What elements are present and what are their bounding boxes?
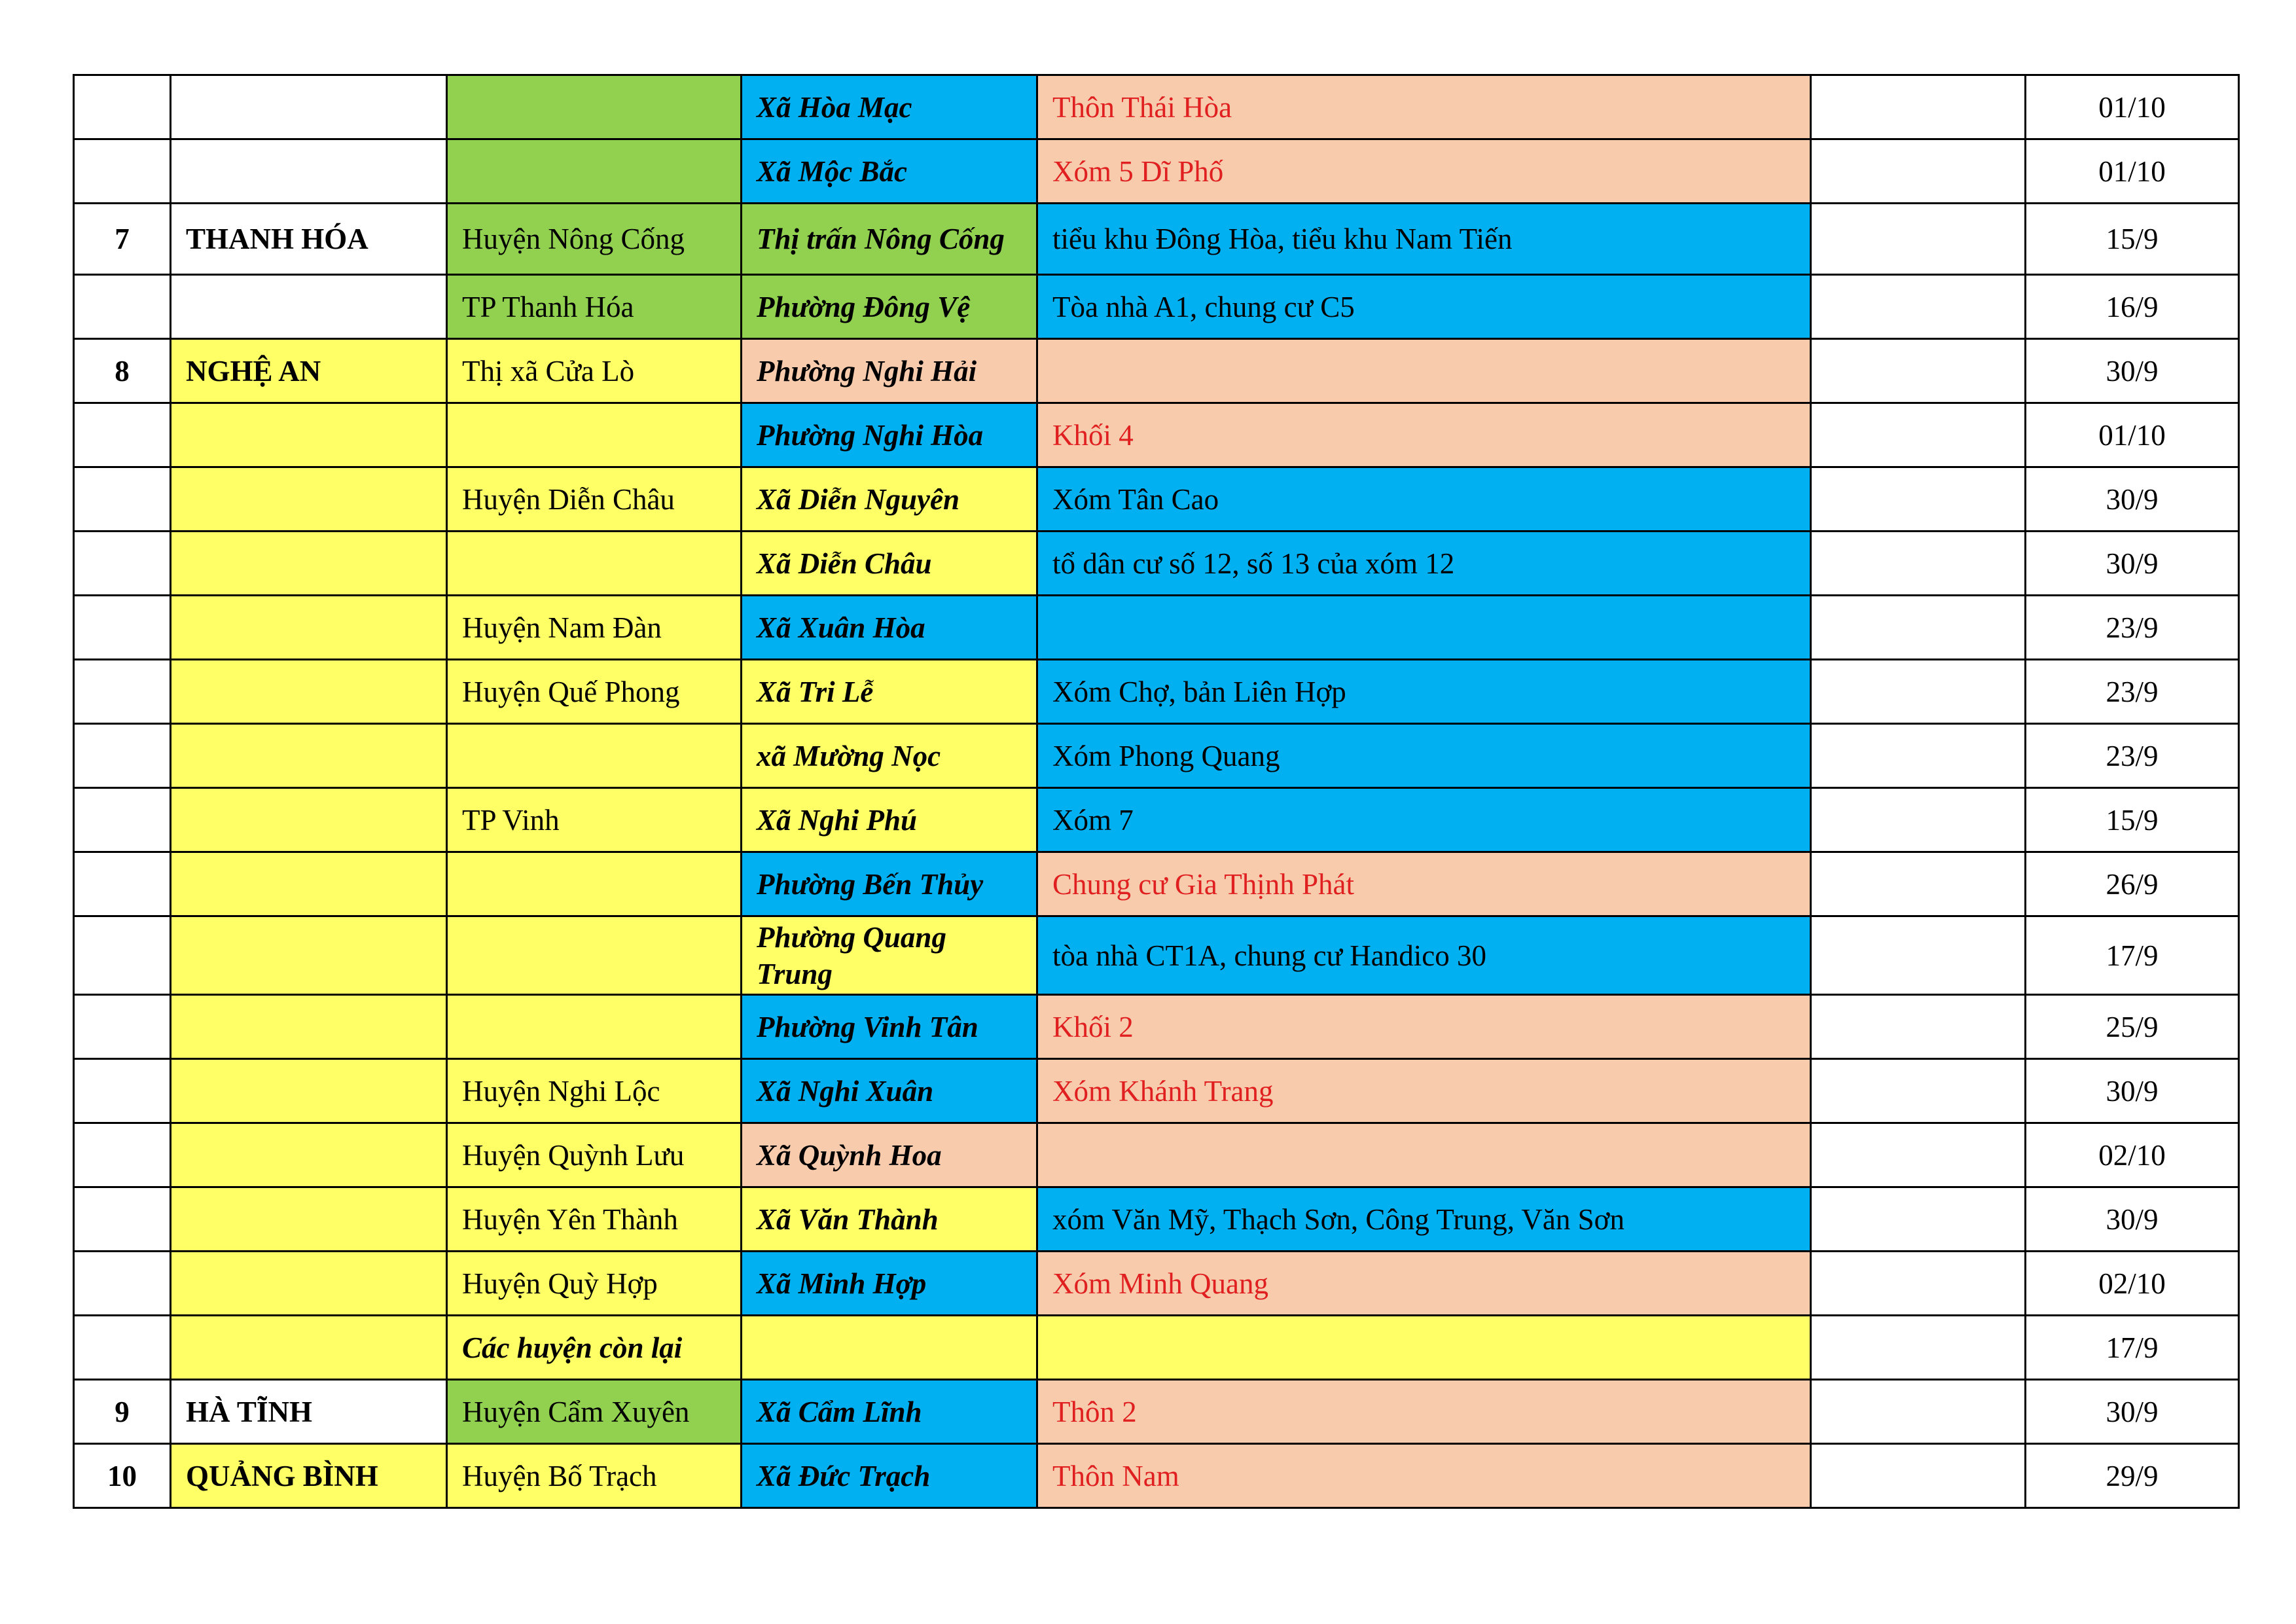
date-cell: 30/9 [2026, 1059, 2239, 1123]
area-cell: Xóm Phong Quang [1037, 724, 1811, 788]
district-cell [447, 139, 742, 204]
area-cell: Xóm Chợ, bản Liên Hợp [1037, 660, 1811, 724]
table-row [74, 75, 2239, 139]
date-cell: 15/9 [2026, 204, 2239, 275]
date-cell: 02/10 [2026, 1123, 2239, 1187]
table-row [74, 275, 2239, 339]
district-cell [447, 403, 742, 467]
province-cell [171, 1187, 447, 1252]
note-cell [1811, 1316, 2026, 1380]
date-cell: 17/9 [2026, 916, 2239, 995]
province-cell [171, 660, 447, 724]
commune-cell: Xã Hòa Mạc [742, 75, 1037, 139]
stt-cell [74, 1059, 171, 1123]
stt-cell [74, 788, 171, 852]
date-cell: 25/9 [2026, 995, 2239, 1059]
area-cell: Tòa nhà A1, chung cư C5 [1037, 275, 1811, 339]
area-cell: Xóm Minh Quang [1037, 1252, 1811, 1316]
date-cell: 30/9 [2026, 532, 2239, 596]
table-row [74, 1444, 2239, 1508]
area-cell [1037, 1316, 1811, 1380]
table-row [74, 1187, 2239, 1252]
note-cell [1811, 1252, 2026, 1316]
table-row [74, 724, 2239, 788]
province-cell [171, 788, 447, 852]
table-row [74, 204, 2239, 275]
district-cell: Huyện Nam Đàn [447, 596, 742, 660]
outbreak-areas-table [73, 74, 2240, 1509]
commune-cell: Phường Nghi Hòa [742, 403, 1037, 467]
note-cell [1811, 1444, 2026, 1508]
note-cell [1811, 139, 2026, 204]
note-cell [1811, 403, 2026, 467]
commune-cell: Xã Quỳnh Hoa [742, 1123, 1037, 1187]
district-cell: TP Thanh Hóa [447, 275, 742, 339]
table-row [74, 916, 2239, 995]
commune-cell: Xã Minh Hợp [742, 1252, 1037, 1316]
area-cell: tòa nhà CT1A, chung cư Handico 30 [1037, 916, 1811, 995]
district-cell [447, 75, 742, 139]
date-cell: 23/9 [2026, 660, 2239, 724]
commune-cell [742, 1316, 1037, 1380]
stt-cell [74, 596, 171, 660]
district-cell: Huyện Quế Phong [447, 660, 742, 724]
commune-cell: Xã Diễn Châu [742, 532, 1037, 596]
province-cell [171, 467, 447, 532]
province-cell [171, 596, 447, 660]
area-cell: xóm Văn Mỹ, Thạch Sơn, Công Trung, Văn Sơn [1037, 1187, 1811, 1252]
area-cell: Chung cư Gia Thịnh Phát [1037, 852, 1811, 916]
province-cell [171, 403, 447, 467]
table-row [74, 339, 2239, 403]
stt-cell [74, 995, 171, 1059]
table-row [74, 467, 2239, 532]
stt-cell [74, 1123, 171, 1187]
area-cell [1037, 339, 1811, 403]
date-cell: 16/9 [2026, 275, 2239, 339]
commune-cell: Phường Quang Trung [742, 916, 1037, 995]
note-cell [1811, 75, 2026, 139]
district-cell: TP Vinh [447, 788, 742, 852]
date-cell: 01/10 [2026, 75, 2239, 139]
area-cell: tổ dân cư số 12, số 13 của xóm 12 [1037, 532, 1811, 596]
date-cell: 30/9 [2026, 1380, 2239, 1444]
note-cell [1811, 788, 2026, 852]
table-row [74, 403, 2239, 467]
date-cell: 15/9 [2026, 788, 2239, 852]
province-cell [171, 139, 447, 204]
stt-cell [74, 467, 171, 532]
area-cell [1037, 596, 1811, 660]
date-cell: 02/10 [2026, 1252, 2239, 1316]
area-cell: Khối 2 [1037, 995, 1811, 1059]
district-cell [447, 995, 742, 1059]
note-cell [1811, 1123, 2026, 1187]
stt-cell [74, 660, 171, 724]
district-cell [447, 724, 742, 788]
area-cell [1037, 1123, 1811, 1187]
date-cell: 23/9 [2026, 724, 2239, 788]
district-cell: Huyện Nghi Lộc [447, 1059, 742, 1123]
commune-cell: Phường Bến Thủy [742, 852, 1037, 916]
table-row [74, 852, 2239, 916]
date-cell: 01/10 [2026, 139, 2239, 204]
area-cell: Xóm 5 Dĩ Phố [1037, 139, 1811, 204]
stt-cell [74, 916, 171, 995]
stt-cell: 9 [74, 1380, 171, 1444]
table-row [74, 1316, 2239, 1380]
stt-cell [74, 1316, 171, 1380]
table-row [74, 139, 2239, 204]
commune-cell: Xã Đức Trạch [742, 1444, 1037, 1508]
note-cell [1811, 339, 2026, 403]
province-cell: NGHỆ AN [171, 339, 447, 403]
province-cell [171, 75, 447, 139]
stt-cell: 10 [74, 1444, 171, 1508]
district-cell: Các huyện còn lại [447, 1316, 742, 1380]
note-cell [1811, 852, 2026, 916]
table-body [74, 75, 2239, 1508]
commune-cell: Xã Nghi Phú [742, 788, 1037, 852]
stt-cell [74, 852, 171, 916]
note-cell [1811, 1380, 2026, 1444]
district-cell: Huyện Bố Trạch [447, 1444, 742, 1508]
area-cell: tiểu khu Đông Hòa, tiểu khu Nam Tiến [1037, 204, 1811, 275]
commune-cell: Xã Văn Thành [742, 1187, 1037, 1252]
date-cell: 17/9 [2026, 1316, 2239, 1380]
area-cell: Thôn 2 [1037, 1380, 1811, 1444]
area-cell: Xóm Tân Cao [1037, 467, 1811, 532]
district-cell [447, 916, 742, 995]
date-cell: 29/9 [2026, 1444, 2239, 1508]
province-cell [171, 275, 447, 339]
stt-cell [74, 139, 171, 204]
table-row [74, 596, 2239, 660]
table-row [74, 1123, 2239, 1187]
commune-cell: Xã Xuân Hòa [742, 596, 1037, 660]
note-cell [1811, 995, 2026, 1059]
note-cell [1811, 532, 2026, 596]
commune-cell: Phường Vinh Tân [742, 995, 1037, 1059]
province-cell [171, 532, 447, 596]
area-cell: Thôn Thái Hòa [1037, 75, 1811, 139]
province-cell [171, 1123, 447, 1187]
table-row [74, 660, 2239, 724]
note-cell [1811, 1059, 2026, 1123]
province-cell [171, 916, 447, 995]
table-row [74, 995, 2239, 1059]
table-row [74, 1252, 2239, 1316]
district-cell: Huyện Cẩm Xuyên [447, 1380, 742, 1444]
stt-cell [74, 724, 171, 788]
province-cell [171, 1252, 447, 1316]
district-cell: Huyện Quỳnh Lưu [447, 1123, 742, 1187]
stt-cell [74, 1187, 171, 1252]
note-cell [1811, 275, 2026, 339]
note-cell [1811, 596, 2026, 660]
province-cell: QUẢNG BÌNH [171, 1444, 447, 1508]
commune-cell: Xã Nghi Xuân [742, 1059, 1037, 1123]
commune-cell: Phường Nghi Hải [742, 339, 1037, 403]
area-cell: Xóm Khánh Trang [1037, 1059, 1811, 1123]
commune-cell: Phường Đông Vệ [742, 275, 1037, 339]
district-cell: Huyện Quỳ Hợp [447, 1252, 742, 1316]
table-row [74, 788, 2239, 852]
date-cell: 30/9 [2026, 467, 2239, 532]
stt-cell: 8 [74, 339, 171, 403]
date-cell: 23/9 [2026, 596, 2239, 660]
note-cell [1811, 916, 2026, 995]
note-cell [1811, 724, 2026, 788]
commune-cell: Thị trấn Nông Cống [742, 204, 1037, 275]
note-cell [1811, 204, 2026, 275]
table-row [74, 532, 2239, 596]
note-cell [1811, 1187, 2026, 1252]
date-cell: 26/9 [2026, 852, 2239, 916]
district-cell: Thị xã Cửa Lò [447, 339, 742, 403]
note-cell [1811, 467, 2026, 532]
province-cell [171, 995, 447, 1059]
table-row [74, 1380, 2239, 1444]
date-cell: 01/10 [2026, 403, 2239, 467]
province-cell [171, 1059, 447, 1123]
area-cell: Khối 4 [1037, 403, 1811, 467]
stt-cell [74, 532, 171, 596]
province-cell [171, 852, 447, 916]
district-cell [447, 532, 742, 596]
district-cell [447, 852, 742, 916]
district-cell: Huyện Diễn Châu [447, 467, 742, 532]
district-cell: Huyện Yên Thành [447, 1187, 742, 1252]
commune-cell: Xã Tri Lễ [742, 660, 1037, 724]
commune-cell: Xã Mộc Bắc [742, 139, 1037, 204]
province-cell: THANH HÓA [171, 204, 447, 275]
stt-cell [74, 1252, 171, 1316]
note-cell [1811, 660, 2026, 724]
table-row [74, 1059, 2239, 1123]
stt-cell [74, 75, 171, 139]
date-cell: 30/9 [2026, 339, 2239, 403]
district-cell: Huyện Nông Cống [447, 204, 742, 275]
stt-cell: 7 [74, 204, 171, 275]
stt-cell [74, 275, 171, 339]
area-cell: Thôn Nam [1037, 1444, 1811, 1508]
stt-cell [74, 403, 171, 467]
area-cell: Xóm 7 [1037, 788, 1811, 852]
province-cell: HÀ TĨNH [171, 1380, 447, 1444]
commune-cell: xã Mường Nọc [742, 724, 1037, 788]
date-cell: 30/9 [2026, 1187, 2239, 1252]
province-cell [171, 724, 447, 788]
commune-cell: Xã Diễn Nguyên [742, 467, 1037, 532]
province-cell [171, 1316, 447, 1380]
commune-cell: Xã Cẩm Lĩnh [742, 1380, 1037, 1444]
